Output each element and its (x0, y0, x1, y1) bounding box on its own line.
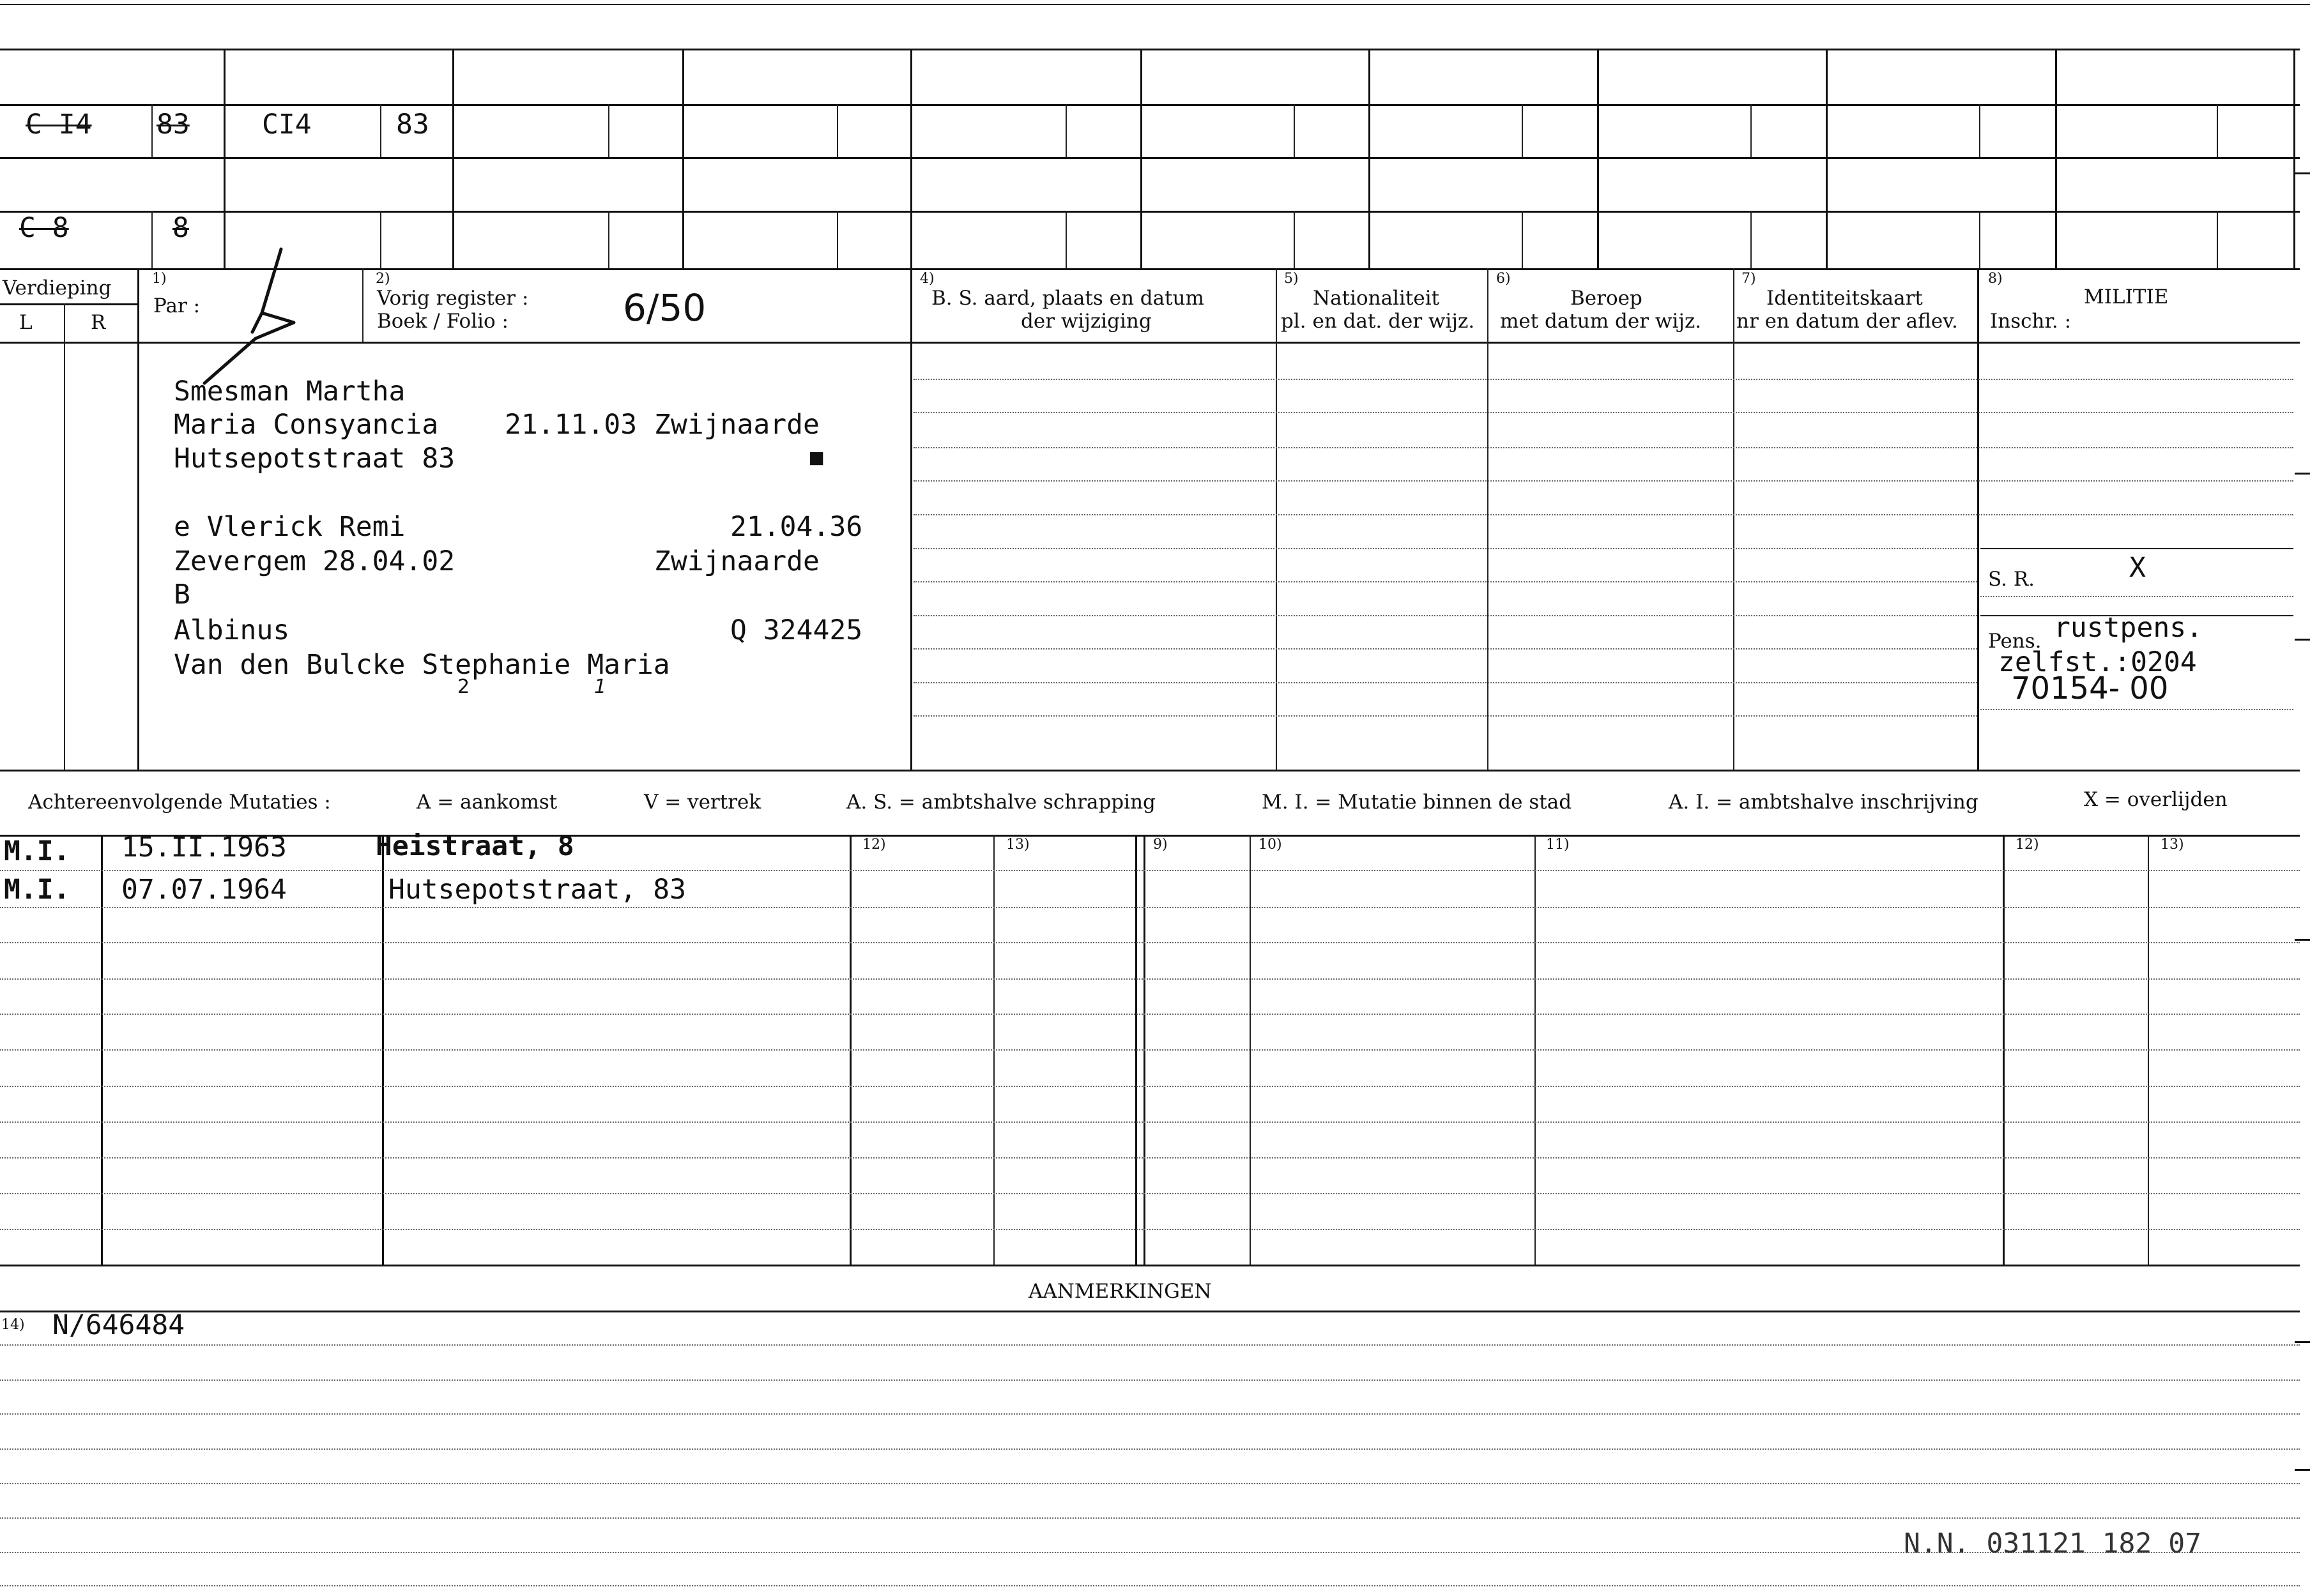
dotted-line (0, 1517, 2300, 1519)
footnote-8: 8) (1988, 271, 2003, 287)
grid-line (1294, 211, 1295, 268)
col-13a-label: 13) (1006, 837, 1030, 853)
footnote-5: 5) (1284, 271, 1299, 287)
grid-line (380, 104, 381, 157)
grid-line (1294, 104, 1295, 157)
beroep-subheader: met datum der wijz. (1500, 310, 1702, 333)
grid-line (0, 211, 2300, 213)
col-10-label: 10) (1258, 837, 1282, 853)
grid-line (1977, 268, 1979, 770)
dotted-line (0, 907, 2300, 908)
mutation-date: 15.II.1963 (121, 832, 287, 863)
dotted-line (914, 548, 1977, 549)
identiteitskaart-subheader: nr en datum der aflev. (1736, 310, 1958, 333)
footnote-14: 14) (1, 1317, 25, 1333)
nationaliteit-header: Nationaliteit (1313, 287, 1440, 310)
grid-line (837, 104, 838, 157)
col-9-label: 9) (1153, 837, 1168, 853)
edge-tick (2295, 473, 2310, 475)
mutation-type: M.I. (4, 874, 70, 906)
legend-ai: A. I. = ambtshalve inschrijving (1669, 791, 1978, 814)
grid-line (0, 268, 2300, 270)
dotted-line (914, 480, 2293, 482)
dotted-line (0, 978, 2300, 980)
spouse-birth: Zevergem 28.04.02 (174, 545, 455, 577)
pension-number: 70154- 00 (2011, 671, 2169, 706)
dotted-line (914, 412, 2293, 413)
grid-line (1750, 211, 1752, 268)
grid-line (837, 211, 838, 268)
footnote-7: 7) (1741, 271, 1756, 287)
grid-line (2217, 211, 2218, 268)
old-num-r1: 83 (157, 109, 190, 141)
sr-label: S. R. (1988, 568, 2035, 591)
code-r1: CI4 (262, 109, 312, 141)
mark-2: 2 (457, 676, 470, 698)
dotted-line (914, 447, 2293, 448)
person-address: Hutsepotstraat 83 (174, 443, 455, 475)
grid-line (910, 49, 912, 268)
pens-label: Pens. (1988, 630, 2042, 653)
grid-line (2293, 49, 2295, 268)
zelfst-value: zelfst.:0204 (1998, 646, 2197, 678)
dotted-line (0, 1585, 2300, 1586)
top-edge-line (0, 4, 2310, 5)
legend-as: A. S. = ambtshalve schrapping (846, 791, 1156, 814)
remarks-text: N/646484 (52, 1309, 185, 1341)
legend-x: X = overlijden (2084, 788, 2228, 811)
grid-line (224, 49, 226, 268)
mutation-date: 07.07.1964 (121, 874, 287, 906)
dotted-line (0, 1448, 2300, 1450)
col-r-label: R (91, 311, 106, 334)
col-12a-label: 12) (862, 837, 886, 853)
grid-line (1487, 268, 1488, 770)
dotted-line (0, 1229, 2300, 1230)
dotted-line (914, 648, 1977, 650)
grid-line (1140, 49, 1142, 268)
grid-line (151, 104, 153, 157)
dotted-line (0, 1086, 2300, 1087)
spouse-date: 21.04.36 (730, 511, 863, 543)
dotted-line (914, 615, 1977, 616)
grid-line (1066, 104, 1067, 157)
col-13b-label: 13) (2161, 837, 2184, 853)
spouse-place: Zwijnaarde (654, 545, 820, 577)
person-birth-place: Zwijnaarde (654, 409, 820, 441)
remarks-title: AANMERKINGEN (1029, 1280, 1212, 1303)
militie-header: MILITIE (2084, 285, 2169, 308)
col-11-label: 11) (1546, 837, 1570, 853)
mother-name: Van den Bulcke Stephanie Maria (174, 649, 670, 681)
grid-line (608, 104, 609, 157)
grid-line (1066, 211, 1067, 268)
mutation-address: Hutsepotstraat, 83 (388, 874, 686, 906)
grid-line (1522, 104, 1523, 157)
grid-line (1826, 49, 1828, 268)
grid-line (1733, 268, 1734, 770)
grid-line (0, 770, 2300, 771)
dotted-line (0, 1344, 2300, 1346)
mutation-type: M.I. (4, 835, 70, 867)
dotted-line (1980, 596, 2293, 597)
grid-line (1522, 211, 1523, 268)
grid-line (452, 49, 454, 268)
boek-folio-label: Boek / Folio : (377, 310, 509, 333)
mutation-address: Heistraat, 8 (376, 830, 574, 862)
old-num-r2: 8 (172, 212, 189, 244)
dotted-line (0, 942, 2300, 943)
legend-mi: M. I. = Mutatie binnen de stad (1262, 791, 1572, 814)
bs-header-line2: der wijziging (1021, 310, 1152, 333)
person-line-b: B (174, 579, 190, 611)
grid-line (1980, 548, 2293, 549)
footnote-4: 4) (920, 271, 935, 287)
old-code-r2: C 8 (19, 212, 69, 244)
vorig-register-label: Vorig register : (377, 287, 529, 310)
edge-tick (2295, 172, 2310, 174)
dotted-line (0, 1049, 2300, 1051)
grid-line (151, 211, 153, 268)
dotted-line (0, 1379, 2300, 1381)
par-label: Par : (153, 294, 201, 317)
dotted-line (1980, 709, 2293, 710)
edge-tick (2295, 939, 2310, 941)
footnote-1: 1) (152, 271, 167, 287)
grid-line (0, 1311, 2300, 1312)
nationaliteit-subheader: pl. en dat. der wijz. (1281, 310, 1475, 333)
dotted-line (914, 514, 2293, 515)
dotted-line (914, 715, 1977, 717)
dotted-line (0, 1413, 2300, 1415)
grid-line (1979, 211, 1980, 268)
edge-tick (2295, 639, 2310, 641)
inschr-label: Inschr. : (1990, 310, 2072, 333)
person-birth-date: 21.11.03 (505, 409, 638, 441)
grid-line (137, 268, 139, 770)
grid-line (1276, 268, 1277, 770)
id-code: Q 324425 (730, 614, 863, 646)
dotted-line (914, 682, 1977, 683)
handwritten-arrow-icon (166, 243, 332, 396)
legend-title: Achtereenvolgende Mutaties : (28, 791, 331, 814)
col-l-label: L (19, 311, 33, 334)
grid-line (362, 268, 363, 342)
grid-line (1979, 104, 1980, 157)
grid-line (608, 211, 609, 268)
grid-line (64, 303, 65, 770)
grid-line (1750, 104, 1752, 157)
grid-line (2055, 49, 2057, 268)
bs-header-line1: B. S. aard, plaats en datum (931, 287, 1204, 310)
dotted-line (914, 379, 2293, 380)
grid-line (0, 157, 2300, 159)
old-code-r1: C I4 (26, 109, 92, 141)
beroep-header: Beroep (1570, 287, 1642, 310)
dotted-line (0, 1157, 2300, 1159)
person-mark: ■ (810, 445, 823, 470)
dotted-line (0, 870, 2300, 871)
dotted-line (0, 1121, 2300, 1123)
grid-line (0, 104, 2300, 106)
sr-value: X (2129, 552, 2146, 584)
national-number: N.N. 031121 182 07 (1904, 1528, 2201, 1560)
person-line-2: Maria Consyancia (174, 409, 439, 441)
grid-line (0, 835, 2300, 837)
dotted-line (0, 1483, 2300, 1484)
spouse-name: e Vlerick Remi (174, 511, 406, 543)
father-name: Albinus (174, 614, 290, 646)
edge-tick (2295, 1469, 2310, 1471)
num-r1: 83 (396, 109, 429, 141)
edge-tick (2295, 1341, 2310, 1343)
grid-line (0, 303, 137, 305)
dotted-line (914, 581, 1977, 582)
grid-line (380, 211, 381, 268)
grid-line (0, 49, 2300, 50)
footnote-6: 6) (1496, 271, 1511, 287)
mark-1: 1 (594, 676, 607, 698)
grid-line (0, 342, 2300, 344)
grid-line (682, 49, 684, 268)
grid-line (2217, 104, 2218, 157)
legend-v: V = vertrek (644, 791, 761, 814)
boek-folio-value: 6/50 (623, 286, 707, 330)
dotted-line (0, 1193, 2300, 1194)
grid-line (1597, 49, 1599, 268)
dotted-line (0, 1014, 2300, 1015)
person-line-1: Smesman Martha (174, 376, 406, 407)
verdieping-label: Verdieping (3, 277, 112, 300)
grid-line (910, 268, 912, 770)
legend-a: A = aankomst (417, 791, 558, 814)
col-12b-label: 12) (2016, 837, 2039, 853)
identiteitskaart-header: Identiteitskaart (1766, 287, 1923, 310)
grid-line (1368, 49, 1370, 268)
footnote-2: 2) (376, 271, 390, 287)
grid-line (0, 1265, 2300, 1266)
pens-value: rustpens. (2054, 612, 2203, 644)
